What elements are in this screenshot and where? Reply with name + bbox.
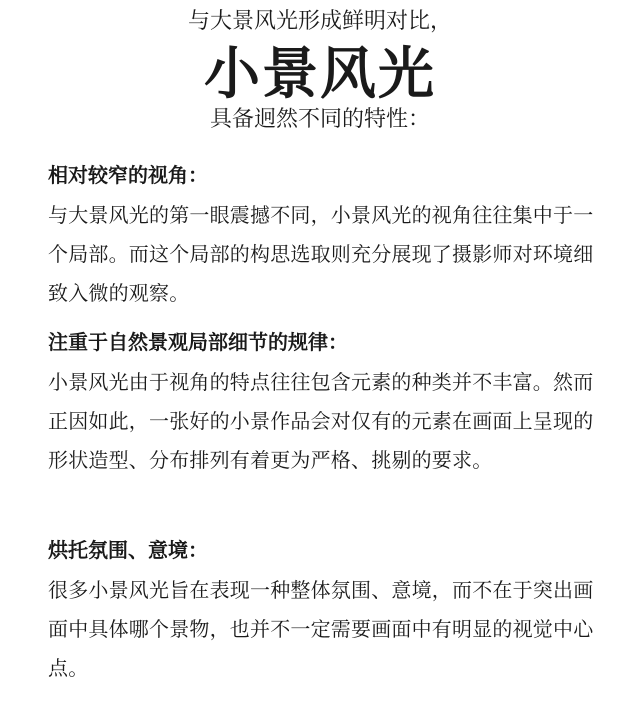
section-heading: 烘托氛围、意境：	[48, 538, 208, 562]
section-body: 小景风光由于视角的特点往往包含元素的种类并不丰富。然而正因如此，一张好的小景作品会对仅有的元素在画面上呈现的形状造型、分布排列有着更为严格、挑剔的要求。	[48, 370, 594, 472]
header-lead-text: 具备迥然不同的特性：	[209, 107, 430, 132]
section-narrow-view	[48, 160, 600, 313]
header-intro-text: 与大景风光形成鲜明对比，	[187, 9, 452, 34]
section-heading: 相对较窄的视角：	[48, 163, 208, 187]
page-title: 小景风光	[204, 41, 436, 107]
section-heading: 注重于自然景观局部细节的规律：	[48, 330, 348, 354]
section-detail-rules	[48, 327, 600, 480]
section-body: 很多小景风光旨在表现一种整体氛围、意境，而不在于突出画面中具体哪个景物，也并不一定需要画面中有明显的视觉中心点。	[48, 578, 594, 680]
section-body: 与大景风光的第一眼震撼不同，小景风光的视角往往集中于一个局部。而这个局部的构思选取则充分展现了摄影师对环境细致入微的观察。	[48, 203, 594, 305]
section-atmosphere	[48, 535, 600, 688]
